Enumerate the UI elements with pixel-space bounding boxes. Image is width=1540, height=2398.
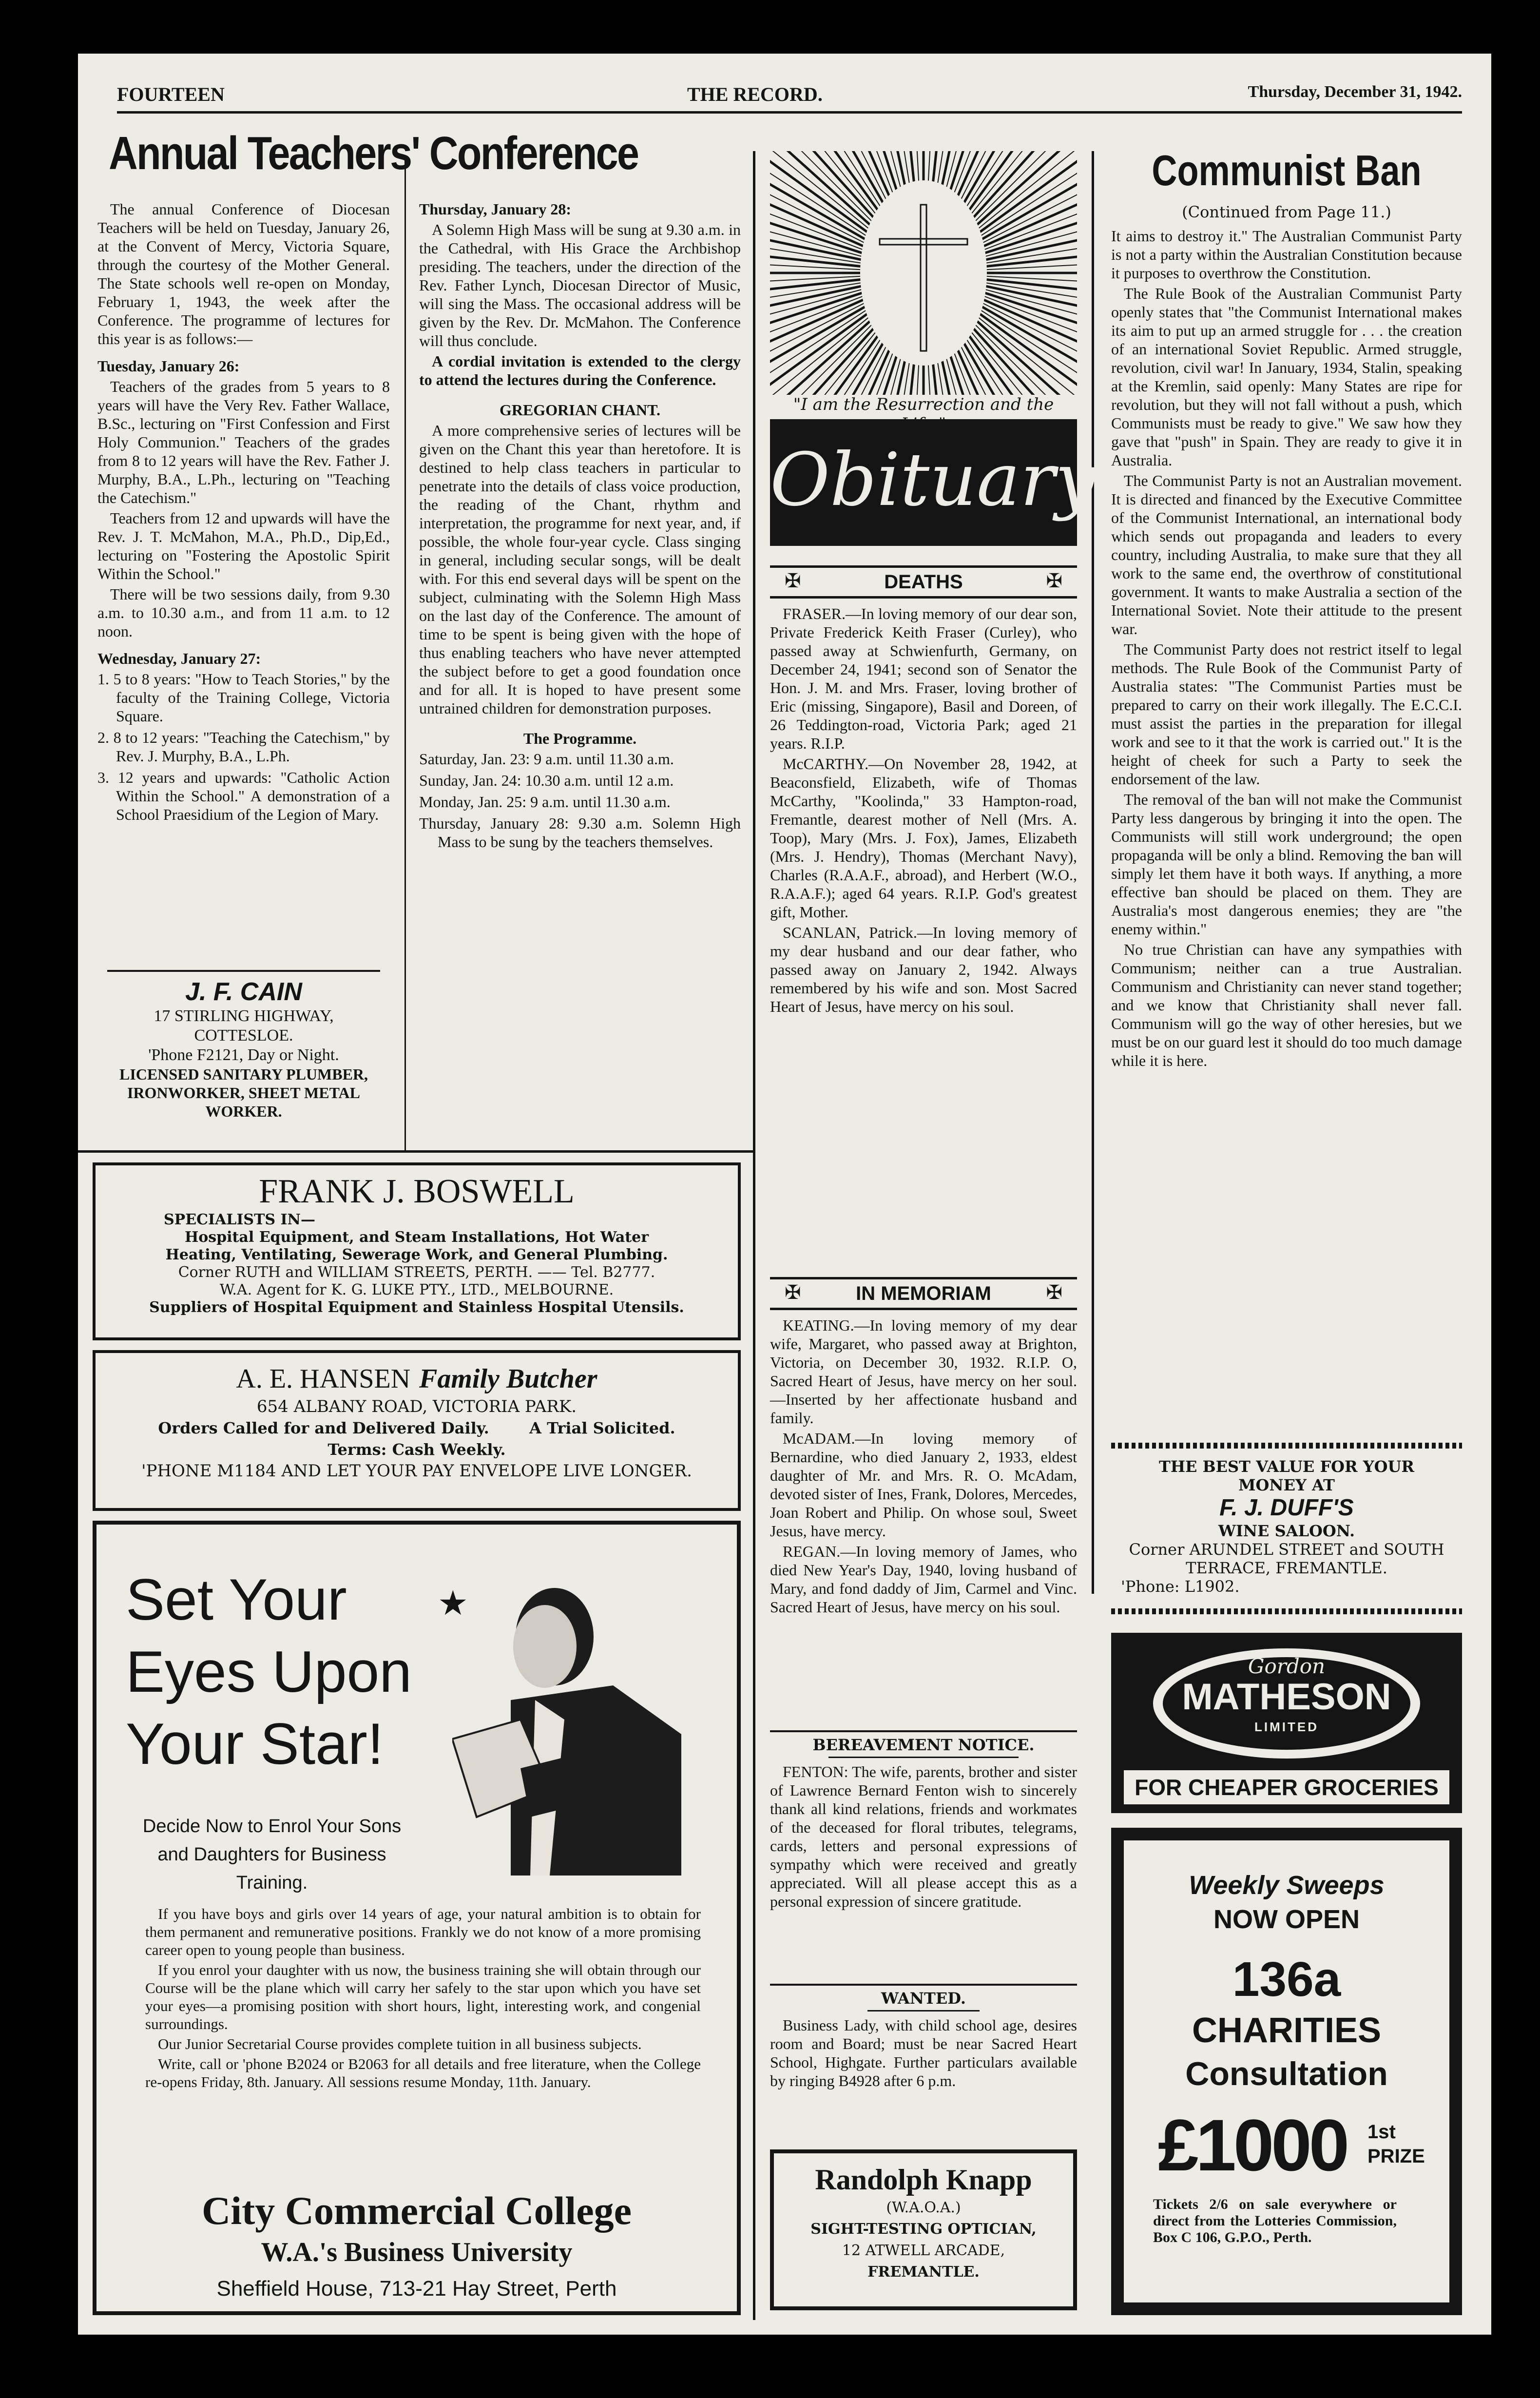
conference-invitation: A cordial invitation is extended to the clergy to attend the lectures during the Conference.: [419, 352, 741, 388]
man-reading-illustration: [452, 1573, 696, 1876]
hansen-heading: [96, 1362, 738, 1396]
newspaper-page: [78, 54, 1491, 2335]
memoriam-list: [770, 1316, 1077, 1616]
hansen-trial: A Trial Solicited.: [529, 1419, 675, 1437]
cain-rule-bottom: [78, 1150, 753, 1153]
matheson-slogan: FOR CHEAPER GROCERIES: [1135, 1775, 1439, 1800]
communist-continued: (Continued from Page 11.): [1182, 203, 1391, 221]
programme-item: Thursday, January 28: 9.30 a.m. Solemn High Mass to be sung by the teachers themselves.: [419, 814, 741, 851]
programme-item: Monday, Jan. 25: 9 a.m. until 11.30 a.m.: [419, 793, 671, 811]
programme-item: Sunday, Jan. 24: 10.30 a.m. until 12 a.m.: [419, 772, 674, 789]
memoriam-notice: McADAM.—In loving memory of Bernardine, who died January 2, 1933, eldest daughter of Mr. and Mrs. R. O. McAdam, devoted sister of Ines, Frank, Dolores, Mercedes, Joan Robert and Philip. On whose soul, Sweet Jesus, have mercy.: [770, 1430, 1077, 1540]
conference-column-2: [419, 200, 741, 854]
masthead-rule: [117, 111, 1462, 114]
sunburst-cross-illustration: [770, 151, 1077, 395]
tuesday-text-1: Teachers of the grades from 5 years to 8 years will have the Very Rev. Father Wallace, B.Sc., lecturing on "First Confession and First Holy Communion." Teachers of the grades from 8 to 12 years will have the Rev. Father J. Murphy, B.A., L.Ph., lecturing on "Teaching the Catechism.": [97, 378, 390, 506]
duff-ad: [1111, 1457, 1462, 1596]
boswell-line-3: W.A. Agent for K. G. LUKE PTY., LTD., MELBOURNE.: [219, 1281, 614, 1298]
knapp-name: Randolph Knapp: [815, 2164, 1032, 2196]
knapp-address-2: FREMANTLE.: [867, 2263, 980, 2281]
obituary-banner: [770, 419, 1097, 546]
paper-name: THE RECORD.: [687, 83, 823, 105]
wanted-text: Business Lady, with child school age, desires room and Board; must be near Sacred Heart School, Highgate. Further particulars available by ringing B4928 after 6 p.m.: [770, 2016, 1077, 2089]
column-rule-1: [753, 151, 755, 2320]
wednesday-item-3: 3. 12 years and upwards: "Catholic Action Within the School." A demonstration of a School Praesidium of the Legion of Mary.: [97, 769, 390, 823]
tuesday-text-2: Teachers from 12 and upwards will have the Rev. J. T. McMahon, M.A., Ph.D., Dip,Ed., lecturing on "Fostering the Apostolic Spirit Within the School.": [97, 509, 390, 582]
knapp-address-1: 12 ATWELL ARCADE,: [842, 2242, 1005, 2259]
boswell-ad: [93, 1162, 741, 1340]
tuesday-heading: Tuesday, January 26:: [97, 357, 240, 375]
cain-phone: 'Phone F2121, Day or Night.: [148, 1046, 339, 1064]
sweeps-ad: [1111, 1828, 1462, 2315]
sweeps-panel: [1124, 1840, 1449, 2302]
programme-item: Saturday, Jan. 23: 9 a.m. until 11.30 a.m.: [419, 750, 674, 768]
hansen-trade: Family Butcher: [419, 1364, 597, 1394]
thursday-text: A Solemn High Mass will be sung at 9.30 a.m. in the Cathedral, with His Grace the Archbishop presiding. The teachers, under the direction of the Rev. Father Lynch, Diocesan Director of Music, will sing the Mass. The occasional address will be given by the Rev. Dr. McMahon. The Conference will thus conclude.: [419, 221, 741, 349]
memoriam-notice: REGAN.—In loving memory of James, who died New Year's Day, 1940, loving husband of Mary, and fond daddy of Jim, Carmel and Vinc. Sacred Heart of Jesus, have mercy on his soul.: [770, 1543, 1077, 1616]
bereavement-section: [770, 1730, 1077, 1913]
memoriam-section: [770, 1277, 1077, 1618]
knapp-qual: (W.A.O.A.): [886, 2199, 961, 2216]
college-headline: [126, 1564, 412, 1780]
knapp-trade: SIGHT-TESTING OPTICIAN,: [810, 2221, 1037, 2238]
obituary-caption: "I am the Resurrection and the: [793, 395, 1054, 414]
cain-ad: [97, 977, 390, 1121]
cross-icon: ✠: [1046, 1281, 1062, 1304]
column-rule-mid: [404, 156, 406, 1150]
wednesday-item-1: 1. 5 to 8 years: "How to Teach Stories," by the faculty of the Training College, Victoria Square.: [97, 670, 390, 725]
deaths-list: [770, 604, 1077, 1016]
matheson-script: Gordon: [1248, 1654, 1326, 1678]
matheson-limited: LIMITED: [1254, 1720, 1319, 1734]
college-ad: [93, 1521, 741, 2315]
issue-date: Thursday, December 31, 1942.: [1248, 83, 1462, 101]
sweeps-number: 136a: [1232, 1952, 1341, 2007]
communist-p5: The removal of the ban will not make the Communist Party less dangerous by bringing it into the open. The Communists will still work underground; the open propaganda will be only a blind. Removing the ban will simply let them have it both ways. If anything, a more effective ban should be placed on them. They are Australia's most dangerous enemies; they are "the enemy within.": [1111, 791, 1462, 938]
deaths-header: [770, 565, 1077, 599]
sweeps-fine-print: Tickets 2/6 on sale everywhere or direct from the Lotteries Commission, Box C 106, G.P.O., Perth.: [1153, 2196, 1397, 2245]
sweeps-line-4: Consultation: [1185, 2055, 1388, 2092]
college-body: [145, 1905, 701, 2093]
death-notice: SCANLAN, Patrick.—In loving memory of my dear husband and our dear father, who passed away on January 2, 1942. Always remembered by his wife and son. Most Sacred Heart of Jesus, have mercy on his soul.: [770, 924, 1077, 1015]
hansen-phone: 'PHONE M1184 AND LET YOUR PAY ENVELOPE LIVE LONGER.: [141, 1461, 692, 1481]
college-headline-2: Eyes Upon: [126, 1639, 412, 1704]
communist-body: [1111, 227, 1462, 1072]
knapp-ad: [770, 2149, 1077, 2310]
deaths-heading: DEATHS: [884, 571, 963, 593]
chant-text: A more comprehensive series of lectures will be given on the Chant this year than heretofore. It is destined to help class teachers in particular to penetrate into the details of class voice production, the reading of the Chant, rhythm and interpretation, the programme for next year, and, if possible, the whole four-year cycle. Class singing in general, including secular songs, will be dealt with. For this end several days will be spent on the subject, culminating with the Solemn High Mass on the last day of the Conference. The amount of time to be spent is being given with the hope of thus enabling teachers who have never attempted the subject before to get a good foundation once and for all. It is hoped to have present some untrained children for demonstration purposes.: [419, 422, 741, 717]
cross-icon: ✠: [1046, 570, 1062, 592]
college-tagline: W.A.'s Business University: [261, 2237, 573, 2267]
college-p3: Our Junior Secretarial Course provides complete tuition in all business subjects.: [158, 2035, 642, 2052]
duff-line-1: THE BEST VALUE FOR YOUR MONEY AT: [1159, 1457, 1414, 1494]
hansen-terms: Terms: Cash Weekly.: [327, 1440, 506, 1459]
communist-p6: No true Christian can have any sympathies with Communism; neither can a true Australian. Communism and Christianity can never stand together; and we know that Christianity shall never fall. Communism will go the way of other heresies, but we must be on our guard lest it should do too much damage while it is here.: [1111, 941, 1462, 1069]
hansen-address: 654 ALBANY ROAD, VICTORIA PARK.: [256, 1397, 577, 1416]
boswell-line-1: Hospital Equipment, and Steam Installations, Hot Water Heating, Ventilating, Sewerage Work, and General Plumbing.: [165, 1229, 668, 1263]
conference-title: Annual Teachers' Conference: [109, 127, 638, 179]
communist-p1: It aims to destroy it." The Australian Communist Party is not a party within the Australian Constitution because it purposes to overthrow the Constitution.: [1111, 227, 1462, 282]
hansen-orders: Orders Called for and Delivered Daily.: [158, 1419, 489, 1437]
duff-dotted-rule-top: [1111, 1443, 1462, 1449]
cross-icon: ✠: [785, 1281, 801, 1304]
memoriam-notice: KEATING.—In loving memory of my dear wife, Margaret, who passed away at Brighton, Victoria, on December 30, 1932. R.I.P. O, Sacred Heart of Jesus, have mercy on her soul. —Inserted by her affectionate husband and family.: [770, 1316, 1077, 1427]
page-number: FOURTEEN: [117, 83, 225, 105]
sweeps-prize: £1000: [1158, 2104, 1347, 2186]
college-sub: Decide Now to Enrol Your Sons and Daughters for Business Training.: [142, 1816, 402, 1893]
obituary-banner-text: Obituary: [770, 438, 1097, 522]
college-p4: Write, call or 'phone B2024 or B2063 for all details and free literature, when the College re-opens Friday, 8th. January. All sessions resume Monday, 11th. January.: [145, 2055, 701, 2090]
death-notice: FRASER.—In loving memory of our dear son, Private Frederick Keith Fraser (Curley), who passed away at Schwienfurth, Germany, on December 24, 1941; second son of Senator the Hon. J. M. and Mrs. Fraser, loving brother of Eric (missing, Singapore), Basil and Doreen, of 26 Teddington-road, Victoria Park; aged 21 years. R.I.P.: [770, 605, 1077, 752]
hansen-name: A. E. HANSEN: [236, 1364, 411, 1394]
bereavement-text: FENTON: The wife, parents, brother and sister of Lawrence Bernard Fenton wish to sincerely thank all kind relations, friends and workmates of the deceased for floral tributes, telegrams, cards, letters and personal expressions of sympathy which were received and greatly appreciated. Will all please accept this as a personal expression of sincere gratitude.: [770, 1763, 1077, 1910]
sweeps-line-1: Weekly Sweeps: [1189, 1871, 1385, 1900]
masthead: [117, 83, 1462, 112]
communist-p3: The Communist Party is not an Australian movement. It is directed and financed by the Executive Committee of the Communist International, an international body which sends out propaganda and leaders to every country, including Australia, to make sure that they all work to the same end, the overthrow of constitutional government. It wants to make Australia a section of the International Soviet. Note their attitude to the present war.: [1111, 472, 1462, 638]
sweeps-line-3: CHARITIES: [1192, 2011, 1382, 2050]
conference-column-1: [97, 200, 390, 827]
chant-heading: GREGORIAN CHANT.: [499, 401, 661, 419]
boswell-line-4: Suppliers of Hospital Equipment and Stainless Hospital Utensils.: [149, 1299, 684, 1316]
wednesday-item-2: 2. 8 to 12 years: "Teaching the Catechism," by Rev. J. Murphy, B.A., L.Ph.: [97, 729, 390, 765]
duff-name: F. J. DUFF'S: [1219, 1495, 1354, 1521]
communist-p2: The Rule Book of the Australian Communist Party openly states that "the Communist International makes its aim to put up an armed struggle for . . . the creation of an international Soviet Republic. Armed struggle, revolution, civil war! In January, 1934, Stalin, speaking at the Kremlin, said openly: Many States are ripe for revolution, but they will not fall without a push, which Communists must be ready to give." We saw how they gave that "push" in Spain. They are ready to give it in Australia.: [1111, 285, 1462, 469]
sweeps-line-2: NOW OPEN: [1213, 1905, 1360, 1934]
cain-rule-top: [107, 970, 380, 972]
communist-p4: The Communist Party does not restrict itself to legal methods. The Rule Book of the Communist Party of Australia states: "The Communist Parties must be prepared to carry on their work illegally. The E.C.C.I. must assist the parties in the preparation for illegal work and see to it that the work is carried out." It is the height of cheek for such a Party to seek the endorsement of the law.: [1111, 640, 1462, 788]
cain-name: J. F. CAIN: [185, 978, 302, 1006]
wednesday-heading: Wednesday, January 27:: [97, 650, 261, 667]
boswell-specialists: SPECIALISTS IN—: [164, 1211, 315, 1228]
college-p2: If you enrol your daughter with us now, the business training she will obtain through our Course will be the plane which will carry her safely to the star upon which you have set your eyes—a promising position with short hours, light, interesting work, and congenial surroundings.: [145, 1961, 701, 2032]
college-headline-1: Set Your: [126, 1567, 347, 1632]
college-name: City Commercial College: [202, 2188, 632, 2233]
sweeps-prize-label-2: PRIZE: [1367, 2146, 1425, 2167]
matheson-name: MATHESON: [1182, 1676, 1391, 1718]
sweeps-prize-label-1: 1st: [1367, 2121, 1396, 2143]
matheson-ad: [1111, 1633, 1462, 1813]
conference-intro: The annual Conference of Diocesan Teachers will be held on Tuesday, January 26, at the Convent of Mercy, Victoria Square, through the courtesy of the Mother General. The State schools well re-open on Monday, February 1, 1943, the week after the Conference. The programme of lectures for this year is as follows:—: [97, 200, 390, 348]
cross-icon: ✠: [785, 570, 801, 592]
bereavement-heading: BEREAVEMENT NOTICE.: [812, 1736, 1035, 1754]
memoriam-header: [770, 1277, 1077, 1310]
cain-address-1: 17 STIRLING HIGHWAY,: [154, 1007, 334, 1025]
wanted-heading: WANTED.: [881, 1989, 966, 2008]
boswell-name: FRANK J. BOSWELL: [259, 1173, 575, 1210]
communist-title: Communist Ban: [1152, 146, 1422, 194]
hansen-orders-line: [96, 1417, 738, 1439]
college-address: Sheffield House, 713-21 Hay Street, Perth: [216, 2277, 617, 2301]
cain-address-2: COTTESLOE.: [194, 1026, 293, 1044]
sunburst-glow: [860, 180, 987, 366]
hansen-ad: [93, 1350, 741, 1511]
boswell-line-2: Corner RUTH and WILLIAM STREETS, PERTH. —— Tel. B2777.: [178, 1264, 655, 1281]
duff-address: Corner ARUNDEL STREET and SOUTH TERRACE, FREMANTLE.: [1129, 1540, 1444, 1577]
tuesday-text-3: There will be two sessions daily, from 9.30 a.m. to 10.30 a.m., and from 11 a.m. to 12 noon.: [97, 585, 390, 640]
duff-dotted-rule-bottom: [1111, 1608, 1462, 1614]
matheson-slogan-box: [1124, 1770, 1449, 1804]
college-p1: If you have boys and girls over 14 years of age, your natural ambition is to obtain for them permanent and remunerative positions. Frankly we do not know of a more promising career open to young people than business.: [145, 1905, 701, 1958]
death-notice: McCARTHY.—On November 28, 1942, at Beaconsfield, Elizabeth, wife of Thomas McCarthy, "Koolinda," 33 Hampton-road, Fremantle, dearest mother of Nell (Mrs. A. Toop), Mary (Mrs. J. Fox), James, Elizabeth (Mrs. J. Hendry), Thomas (Merchant Navy), Charles (R.A.A.F., abroad), and Herbert (W.O., R.A.A.F.); aged 64 years. R.I.P. God's greatest gift, Mother.: [770, 755, 1077, 921]
wanted-section: [770, 1984, 1077, 2092]
deaths-section: [770, 565, 1077, 1018]
column-rule-2: [1092, 151, 1094, 1594]
cain-trade: LICENSED SANITARY PLUMBER, IRONWORKER, SHEET METAL WORKER.: [119, 1065, 368, 1120]
memoriam-heading: IN MEMORIAM: [856, 1282, 991, 1304]
college-headline-3: Your Star!: [126, 1711, 384, 1777]
star-icon: ★: [438, 1583, 468, 1623]
thursday-heading: Thursday, January 28:: [419, 200, 572, 218]
duff-trade: WINE SALOON.: [1218, 1522, 1355, 1540]
programme-heading: The Programme.: [523, 730, 637, 747]
duff-phone: 'Phone: L1902.: [1121, 1577, 1240, 1596]
programme-list: [419, 750, 741, 851]
